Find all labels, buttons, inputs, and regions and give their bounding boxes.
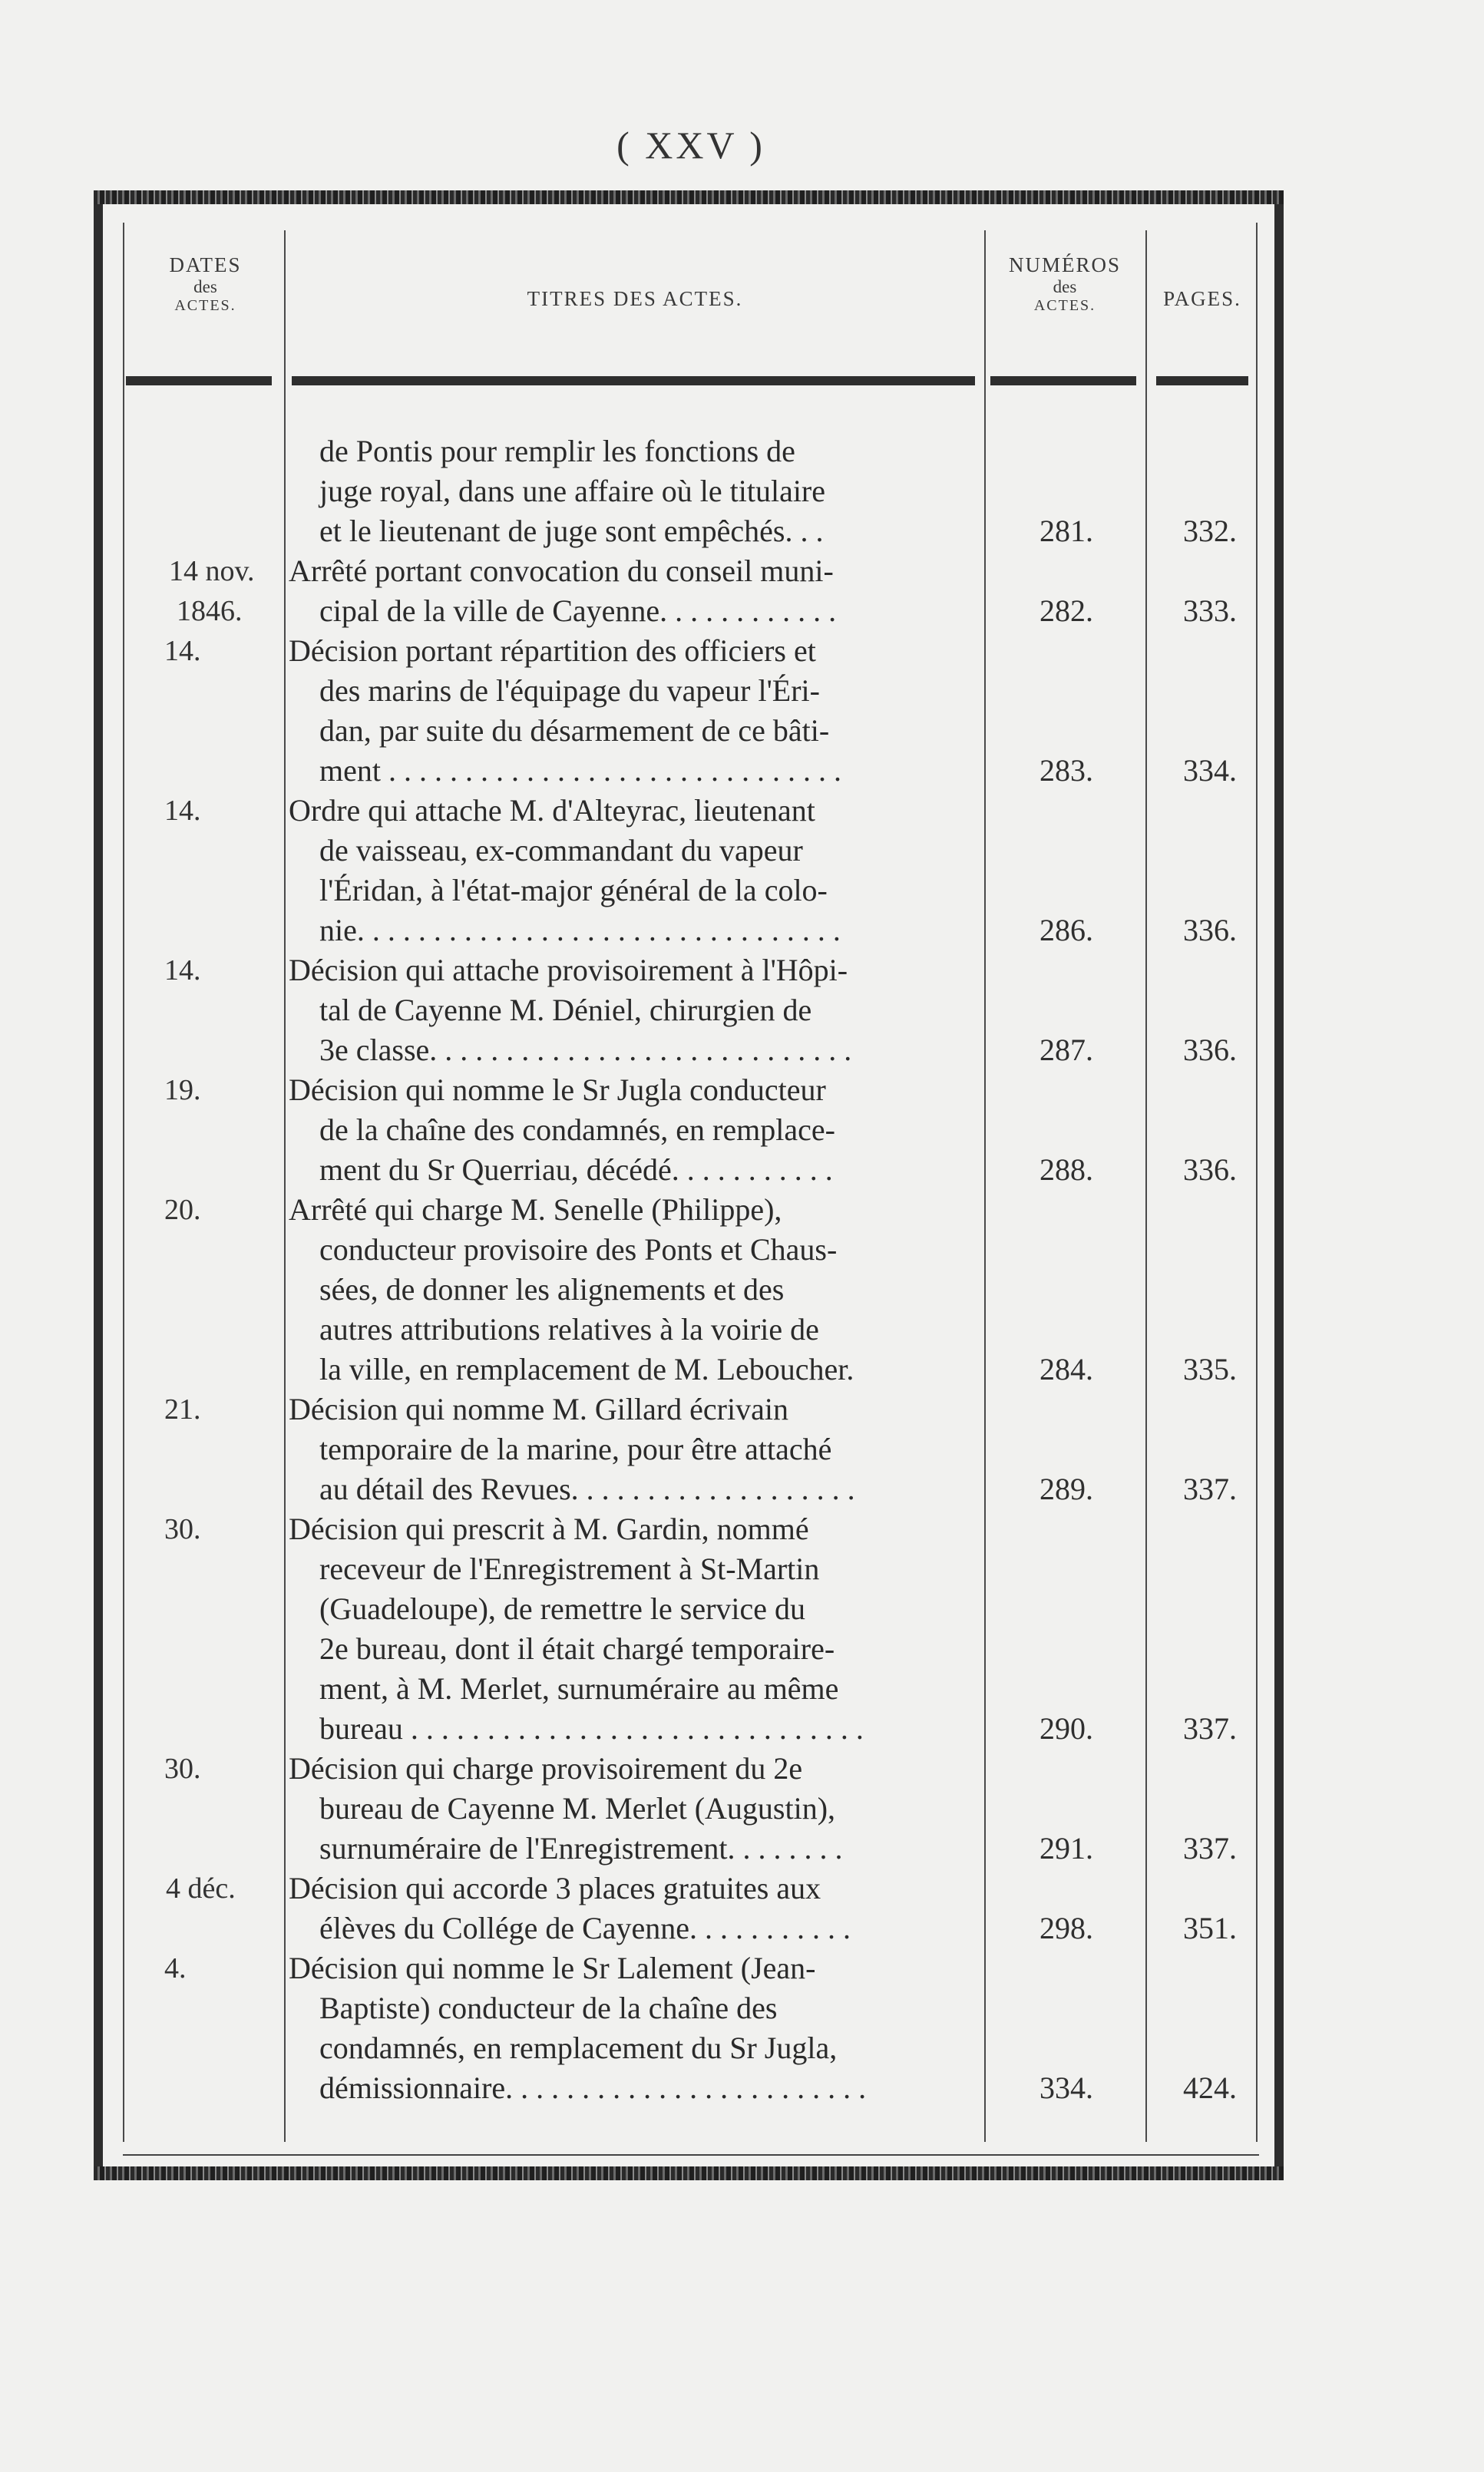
row-title [289,1070,981,1190]
row-date-line: 19. [164,1074,201,1106]
row-date [138,1749,284,1789]
row-title [289,1749,981,1869]
column-rule-dates [284,230,286,2142]
page-number: ( XXV ) [616,124,765,167]
row-title-line: de la chaîne des condamnés, en remplace- [319,1112,835,1147]
row-date [138,1190,284,1230]
row-title-line: condamnés, en remplacement du Sr Jugla, [319,2031,838,2065]
header-titres-text: TITRES DES ACTES. [527,287,743,310]
row-title-line: de Pontis pour remplir les fonctions de [319,434,795,468]
bottom-thin-rule [123,2154,1259,2156]
row-title-line: au détail des Revues. . . . . . . . . . . . . . . . . . . [319,1472,855,1506]
header-dates-line-3: ACTES. [174,297,236,314]
row-title-line: ment, à M. Merlet, surnuméraire au même [319,1671,839,1706]
row-page: 332. [1183,514,1237,548]
row-title-line: bureau . . . . . . . . . . . . . . . . . . . . . . . . . . . . . . [319,1711,864,1746]
row-title-line: conducteur provisoire des Ponts et Chaus- [319,1232,838,1267]
row-page: 336. [1183,913,1237,947]
row-title-line: Décision qui attache provisoirement à l'Hôpi- [289,953,848,987]
row-title-line: surnuméraire de l'Enregistrement. . . . . . . . [319,1831,843,1866]
header-numeros [986,253,1144,315]
row-page: 337. [1183,1472,1237,1506]
row-date [138,631,284,671]
row-page: 333. [1183,593,1237,628]
row-date-line: 20. [164,1194,201,1226]
row-numero: 289. [1039,1472,1093,1506]
row-numero: 288. [1039,1152,1093,1187]
row-date [138,1869,284,1909]
row-numero: 284. [1039,1352,1093,1386]
row-title-line: 3e classe. . . . . . . . . . . . . . . . . . . . . . . . . . . . [319,1033,852,1067]
header-dates-line-1: DATES [169,253,242,276]
row-title-line: cipal de la ville de Cayenne. . . . . . . . . . . . [319,593,837,628]
row-title-line: Arrêté portant convocation du conseil muni- [289,554,834,588]
row-title [289,791,981,950]
row-numero: 282. [1039,593,1093,628]
row-title-line: Décision qui prescrit à M. Gardin, nommé [289,1512,809,1546]
row-title-line: dan, par suite du désarmement de ce bâti- [319,713,830,748]
row-date-line: 14. [164,635,201,667]
row-numero: 286. [1039,913,1093,947]
bottom-border [94,2166,1284,2180]
row-date [138,1390,284,1429]
row-page: 336. [1183,1152,1237,1187]
row-page: 336. [1183,1033,1237,1067]
row-title-line: sées, de donner les alignements et des [319,1272,785,1307]
row-title-line: Décision qui nomme le Sr Jugla conducteur [289,1072,826,1107]
row-numero: 281. [1039,514,1093,548]
row-title-line: nie. . . . . . . . . . . . . . . . . . . . . . . . . . . . . . . . [319,913,841,947]
row-title-line: Arrêté qui charge M. Senelle (Philippe), [289,1192,782,1227]
row-title [289,1390,981,1509]
row-numero: 290. [1039,1711,1093,1746]
row-date-line: 14. [164,954,201,986]
row-date [138,551,284,631]
row-date [138,1070,284,1110]
row-title-line: la ville, en remplacement de M. Leboucher. [319,1352,854,1386]
row-title [289,631,981,791]
row-title [289,1190,981,1390]
row-numero: 334. [1039,2070,1093,2105]
row-page: 335. [1183,1352,1237,1386]
row-title-line: démissionnaire. . . . . . . . . . . . . . . . . . . . . . . . [319,2070,867,2105]
header-numeros-line-1: NUMÉROS [1008,253,1122,276]
row-title-line: (Guadeloupe), de remettre le service du [319,1591,806,1626]
column-rule-left-inner [123,223,124,2142]
row-numero: 291. [1039,1831,1093,1866]
row-date-line: 14. [164,795,201,827]
row-title-line: Décision portant répartition des officiers et [289,633,816,668]
row-date [138,791,284,831]
row-page: 337. [1183,1831,1237,1866]
row-date-line: 1846. [177,595,243,627]
row-page: 334. [1183,753,1237,788]
row-title-line: autres attributions relatives à la voirie de [319,1312,819,1347]
row-title-line: juge royal, dans une affaire où le titulaire [319,474,826,508]
row-title-line: Ordre qui attache M. d'Alteyrac, lieutenant [289,793,815,828]
row-page: 351. [1183,1911,1237,1945]
row-numero: 283. [1039,753,1093,788]
row-title [289,950,981,1070]
header-separator-pages [1156,376,1248,385]
row-title [289,431,981,551]
row-date-line: 30. [164,1753,201,1785]
row-title [289,1509,981,1749]
header-dates-line-2: des [193,277,217,296]
row-title [289,551,981,631]
row-date-line: 30. [164,1513,201,1545]
header-separator-titres [292,376,975,385]
row-date-line: 4. [164,1952,187,1985]
row-title-line: receveur de l'Enregistrement à St-Martin [319,1552,820,1586]
row-title-line: Décision qui charge provisoirement du 2e [289,1751,803,1786]
row-title-line: de vaisseau, ex-commandant du vapeur [319,833,803,868]
header-pages-text: PAGES. [1163,287,1241,310]
row-title-line: Décision qui accorde 3 places gratuites aux [289,1871,821,1905]
row-title-line: 2e bureau, dont il était chargé temporaire- [319,1631,835,1666]
header-dates [131,253,280,315]
row-title-line: l'Éridan, à l'état-major général de la colo- [319,873,828,907]
header-pages [1149,287,1256,311]
row-date-line: 14 nov. [169,555,255,587]
row-title-line: ment . . . . . . . . . . . . . . . . . . . . . . . . . . . . . . [319,753,841,788]
row-title [289,1948,981,2108]
row-title-line: et le lieutenant de juge sont empêchés. . . [319,514,824,548]
row-title-line: tal de Cayenne M. Déniel, chirurgien de [319,993,812,1027]
row-title-line: élèves du Collége de Cayenne. . . . . . . . . . . [319,1911,851,1945]
row-date [138,950,284,990]
header-separator-dates [126,376,272,385]
row-date-line: 4 déc. [166,1872,236,1905]
row-title-line: des marins de l'équipage du vapeur l'Éri- [319,673,820,708]
row-title-line: ment du Sr Querriau, décédé. . . . . . . . . . . [319,1152,833,1187]
row-date [138,1948,284,1988]
row-date [138,1509,284,1549]
row-title-line: bureau de Cayenne M. Merlet (Augustin), [319,1791,836,1826]
header-numeros-line-2: des [1053,277,1077,296]
header-titres [289,287,981,311]
row-numero: 287. [1039,1033,1093,1067]
row-title-line: Décision qui nomme M. Gillard écrivain [289,1392,788,1426]
row-title-line: Baptiste) conducteur de la chaîne des [319,1991,778,2025]
row-page: 337. [1183,1711,1237,1746]
row-numero: 298. [1039,1911,1093,1945]
row-date-line: 21. [164,1393,201,1426]
top-border [94,190,1284,204]
row-title-line: temporaire de la marine, pour être attaché [319,1432,832,1466]
header-numeros-line-3: ACTES. [1033,297,1096,314]
row-title-line: Décision qui nomme le Sr Lalement (Jean- [289,1951,816,1985]
row-title [289,1869,981,1948]
header-separator-numeros [990,376,1136,385]
row-page: 424. [1183,2070,1237,2105]
